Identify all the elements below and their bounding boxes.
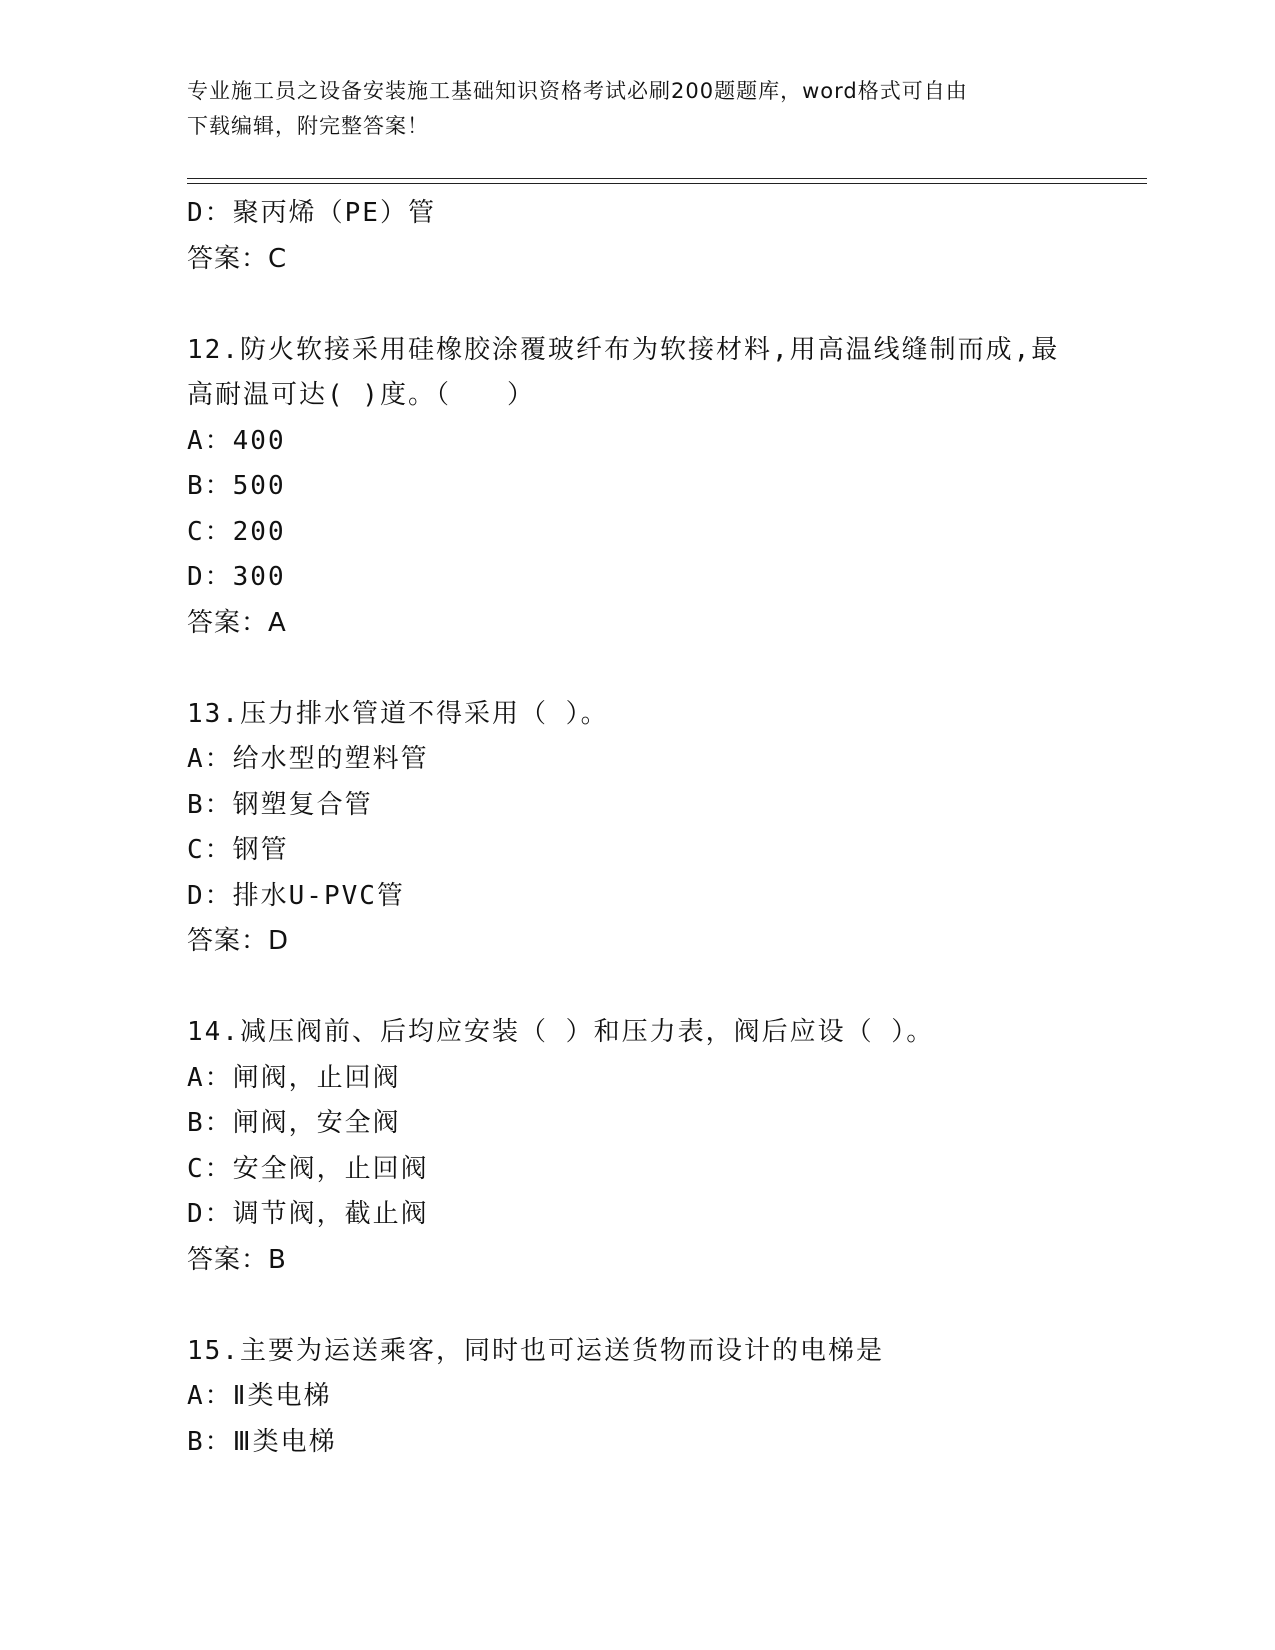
answer-line: 答案：C	[187, 243, 288, 274]
option-a: A：Ⅱ类电梯	[187, 1381, 332, 1411]
option-d: D：聚丙烯（PE）管	[187, 198, 436, 228]
header-title-line-1: 专业施工员之设备安装施工基础知识资格考试必刷200题题库，word格式可自由	[187, 79, 968, 103]
spacer	[187, 646, 1147, 692]
question-stem: 15.主要为运送乘客，同时也可运送货物而设计的电梯是	[187, 1335, 884, 1366]
spacer	[187, 965, 1147, 1011]
question-13	[187, 692, 1147, 965]
option-d: D：调节阀，截止阀	[187, 1199, 429, 1229]
option-b: B：Ⅲ类电梯	[187, 1426, 337, 1457]
option-b: B：钢塑复合管	[187, 789, 373, 820]
spacer	[187, 282, 1147, 328]
document-header	[187, 74, 1087, 144]
option-a: A：给水型的塑料管	[187, 744, 429, 774]
question-15	[187, 1329, 1147, 1466]
option-d: D：排水U-PVC管	[187, 880, 405, 911]
option-c: C：200	[187, 516, 286, 547]
option-d: D：300	[187, 562, 286, 592]
question-11-tail	[187, 191, 1147, 282]
answer-line: 答案：A	[187, 607, 287, 638]
answer-line: 答案：D	[187, 926, 290, 956]
question-stem: 13.压力排水管道不得采用（ ）。	[187, 698, 609, 729]
option-a: A：闸阀，止回阀	[187, 1062, 401, 1093]
spacer	[187, 1283, 1147, 1329]
question-list	[187, 191, 1147, 1465]
option-b: B：闸阀，安全阀	[187, 1108, 401, 1138]
option-c: C：安全阀，止回阀	[187, 1153, 429, 1184]
question-stem: 14.减压阀前、后均应安装（ ）和压力表，阀后应设（ ）。	[187, 1017, 935, 1047]
question-14	[187, 1010, 1147, 1283]
header-divider	[187, 178, 1147, 184]
header-title-line-2: 下载编辑，附完整答案！	[187, 114, 429, 138]
option-a: A：400	[187, 425, 286, 456]
option-b: B：500	[187, 471, 286, 501]
question-stem: 12.防火软接采用硅橡胶涂覆玻纤布为软接材料,用高温线缝制而成,最高耐温可达( )度。（ ）	[187, 334, 1060, 410]
option-c: C：钢管	[187, 835, 289, 865]
question-12	[187, 328, 1147, 647]
answer-line: 答案：B	[187, 1244, 287, 1275]
